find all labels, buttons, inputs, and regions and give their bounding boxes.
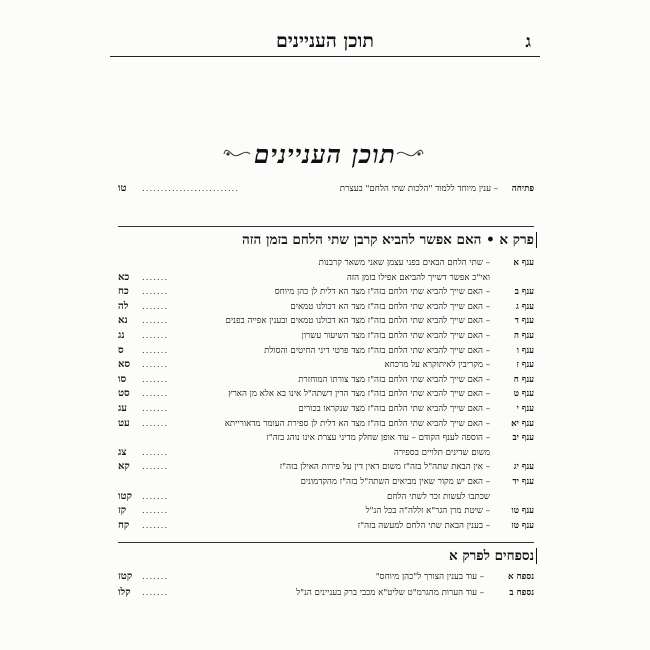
entry-page: קא	[118, 461, 130, 473]
entry-page: קטו	[118, 490, 132, 502]
entry-page: סו	[118, 373, 127, 385]
entry-page: קח	[118, 519, 130, 531]
toc-entry[interactable]	[118, 475, 534, 489]
entry-label: ענף ח	[513, 374, 534, 385]
leader-dots: .......	[142, 447, 169, 458]
page-number: ג	[525, 32, 531, 52]
entry-page: קטז	[118, 571, 133, 582]
toc-entry[interactable]	[118, 300, 534, 314]
toc-entry[interactable]	[118, 446, 534, 460]
entry-label: ענף יא	[511, 418, 534, 429]
entry-label: ענף יד	[512, 477, 534, 487]
entry-label: ענף ג	[516, 301, 534, 312]
entry-label: ענף ט	[513, 389, 534, 400]
entry-page: קלו	[118, 587, 131, 598]
entry-text: – ענין מיוחד ללמוד "הלכות שתי הלחם" בעצרת	[339, 184, 498, 194]
entry-text: – האם שייך להביא שתי הלחם בזה"ז מצד פרטי דיני החיטים והסולת	[264, 345, 490, 356]
appendix-divider	[118, 542, 534, 543]
entry-label: ענף טז	[511, 520, 534, 531]
intro-entry[interactable]	[118, 182, 534, 196]
toc-entry[interactable]	[118, 460, 534, 474]
header-divider	[110, 56, 540, 57]
leader-dots: .......	[142, 374, 169, 385]
leader-dots: .......	[142, 520, 169, 531]
entry-page: לה	[118, 300, 129, 312]
entry-text: – שיטת מרן הגר"א זללה"ה בכל הנ"ל	[365, 506, 490, 517]
entry-text: – האם שייך להביא שתי הלחם בזה"ז מצד הא דכולנו טמאים	[290, 301, 490, 312]
entry-page: סא	[118, 359, 131, 371]
entry-label: ענף ה	[513, 331, 534, 341]
entry-label: ענף ב	[514, 287, 534, 298]
entry-label: ענף ו	[516, 345, 534, 356]
appendix-bar	[536, 548, 537, 564]
toc-entry[interactable]	[118, 285, 534, 299]
entry-text: – מקריבין לאיתוקרא על מרכחא	[384, 360, 490, 371]
toc-entry[interactable]	[118, 519, 534, 533]
entry-label: ענף יב	[512, 433, 534, 444]
entry-page: נג	[118, 330, 125, 341]
leader-dots: .......	[142, 345, 169, 356]
entry-label: ענף א	[513, 258, 534, 268]
toc-entry[interactable]	[118, 271, 534, 285]
leader-dots: .......	[142, 572, 169, 582]
contents-title: תוכן העניינים	[254, 140, 396, 169]
entry-text: – האם שייך להביא שתי הלחם בזה"ז מצד הא דלית לן כהן מיוחס	[274, 287, 490, 298]
toc-entry[interactable]	[118, 417, 534, 431]
entry-text: משום שדינים תלויים בספירה	[393, 447, 490, 458]
chapter-1-title: פרק א • האם אפשר להביא קרבן שתי הלחם בזמן הזה	[242, 232, 534, 248]
entry-text: – עוד בענין הצורך ל"כהן מיוחס"	[375, 572, 484, 582]
toc-entry[interactable]	[118, 256, 534, 270]
leader-dots: .......	[142, 287, 169, 298]
entry-page: סט	[118, 388, 130, 400]
leader-dots: .......	[142, 404, 169, 414]
entry-label: ענף טו	[511, 506, 534, 517]
entry-text: – האם שייך להביא שתי הלחם בזה"ז מצד השיעור עשרון	[301, 331, 490, 341]
entry-text: – בענין הבאת שתי הלחם למעשה בזה"ז	[357, 520, 490, 531]
contents-title-wrap	[230, 138, 420, 172]
entry-label: נספח ב	[509, 588, 534, 598]
chapter-divider	[118, 226, 534, 227]
toc-entry[interactable]	[118, 344, 534, 358]
entry-label: נספח א	[508, 572, 534, 582]
entry-label: ענף ד	[514, 316, 534, 327]
leader-dots: ..........................	[142, 184, 240, 194]
toc-entry[interactable]	[118, 387, 534, 401]
running-header	[115, 28, 535, 56]
entry-page: כא	[118, 271, 130, 283]
entry-text: – האם שייך להביא שתי הלחם בזה"ז מצד הדין דשתה"ל אינו בא אלא מן הארץ	[228, 389, 490, 400]
entry-page: עג	[118, 403, 127, 414]
leader-dots: .......	[142, 491, 169, 502]
toc-entry[interactable]	[118, 358, 534, 372]
toc-entry[interactable]	[118, 504, 534, 518]
entry-text: – האם יש מקור שאין מביאים השתה"ל בזה"ז מהקדמונים	[300, 477, 490, 487]
toc-entry[interactable]	[118, 373, 534, 387]
toc-entry[interactable]	[118, 329, 534, 343]
entry-text: – אין הבאת שתה"ל בזה"ז משום דאין דין על פירות האילן בזה"ז	[279, 462, 490, 473]
toc-entry[interactable]	[118, 402, 534, 416]
entry-label: ענף יג	[513, 462, 534, 473]
entry-text: – האם שייך להביא שתי הלחם בזה"ז מצד צורתו המוחזרת	[298, 374, 490, 385]
entry-label: פתיחה	[511, 184, 534, 194]
appendix-heading	[118, 546, 534, 566]
toc-entry[interactable]	[118, 570, 534, 584]
leader-dots: .......	[142, 360, 169, 371]
entry-label: ענף י	[516, 404, 534, 414]
entry-page: קז	[118, 505, 127, 517]
entry-page: כח	[118, 286, 129, 298]
entry-text: שכתבו לעשות זכר לשתי הלחם	[386, 491, 490, 502]
entry-page: נא	[118, 315, 128, 327]
entry-label: ענף ז	[516, 360, 534, 371]
toc-entry[interactable]	[118, 586, 534, 600]
toc-entry[interactable]	[118, 490, 534, 504]
ornament-left-icon	[222, 147, 252, 161]
leader-dots: .......	[142, 462, 169, 473]
leader-dots: .......	[142, 588, 169, 598]
entry-text: – האם שייך להביא שתי הלחם בזה"ז מצד שנקראו בכורים	[298, 404, 490, 414]
entry-page: צג	[118, 446, 127, 458]
entry-text: – שתי הלחם הבאים בפני עצמן שאני משאר קרבנות	[318, 258, 490, 268]
leader-dots: .......	[142, 316, 169, 327]
leader-dots: .......	[142, 389, 169, 400]
entry-text: ואי"כ אפשר דשייך להביאם אפילו בזמן הזה	[346, 272, 490, 283]
entry-text: – עוד הערות מהגרמ"ט שליט"א מכבי ברק בעניינים הנ"ל	[296, 588, 484, 598]
running-header-title: תוכן העניינים	[275, 30, 375, 52]
entry-text: – הוספה לענף הקודם – עוד אופן שחלק מדיני עצרת אינו נוהג בזה"ז	[266, 433, 490, 444]
chapter-bar	[536, 232, 537, 248]
entry-text: – האם שייך להביא שתי הלחם בזה"ז מצד הא דלית לן ספירת העומר מדאורייתא	[224, 418, 490, 429]
entry-text: – האם שייך להביא שתי הלחם בזה"ז מצד הא דכולנו טמאים ובענין אפייה בפנים	[225, 316, 490, 327]
entry-page: עט	[118, 417, 130, 429]
leader-dots: .......	[142, 331, 169, 341]
leader-dots: .......	[142, 272, 169, 283]
leader-dots: .......	[142, 301, 169, 312]
toc-entry[interactable]	[118, 314, 534, 328]
leader-dots: .......	[142, 506, 169, 517]
chapter-1-heading	[118, 230, 534, 250]
toc-entry[interactable]	[118, 431, 534, 445]
leader-dots: .......	[142, 418, 169, 429]
appendix-title: נספחים לפרק א	[449, 548, 534, 564]
entry-page: ס	[118, 344, 124, 356]
entry-page: טו	[118, 183, 127, 194]
